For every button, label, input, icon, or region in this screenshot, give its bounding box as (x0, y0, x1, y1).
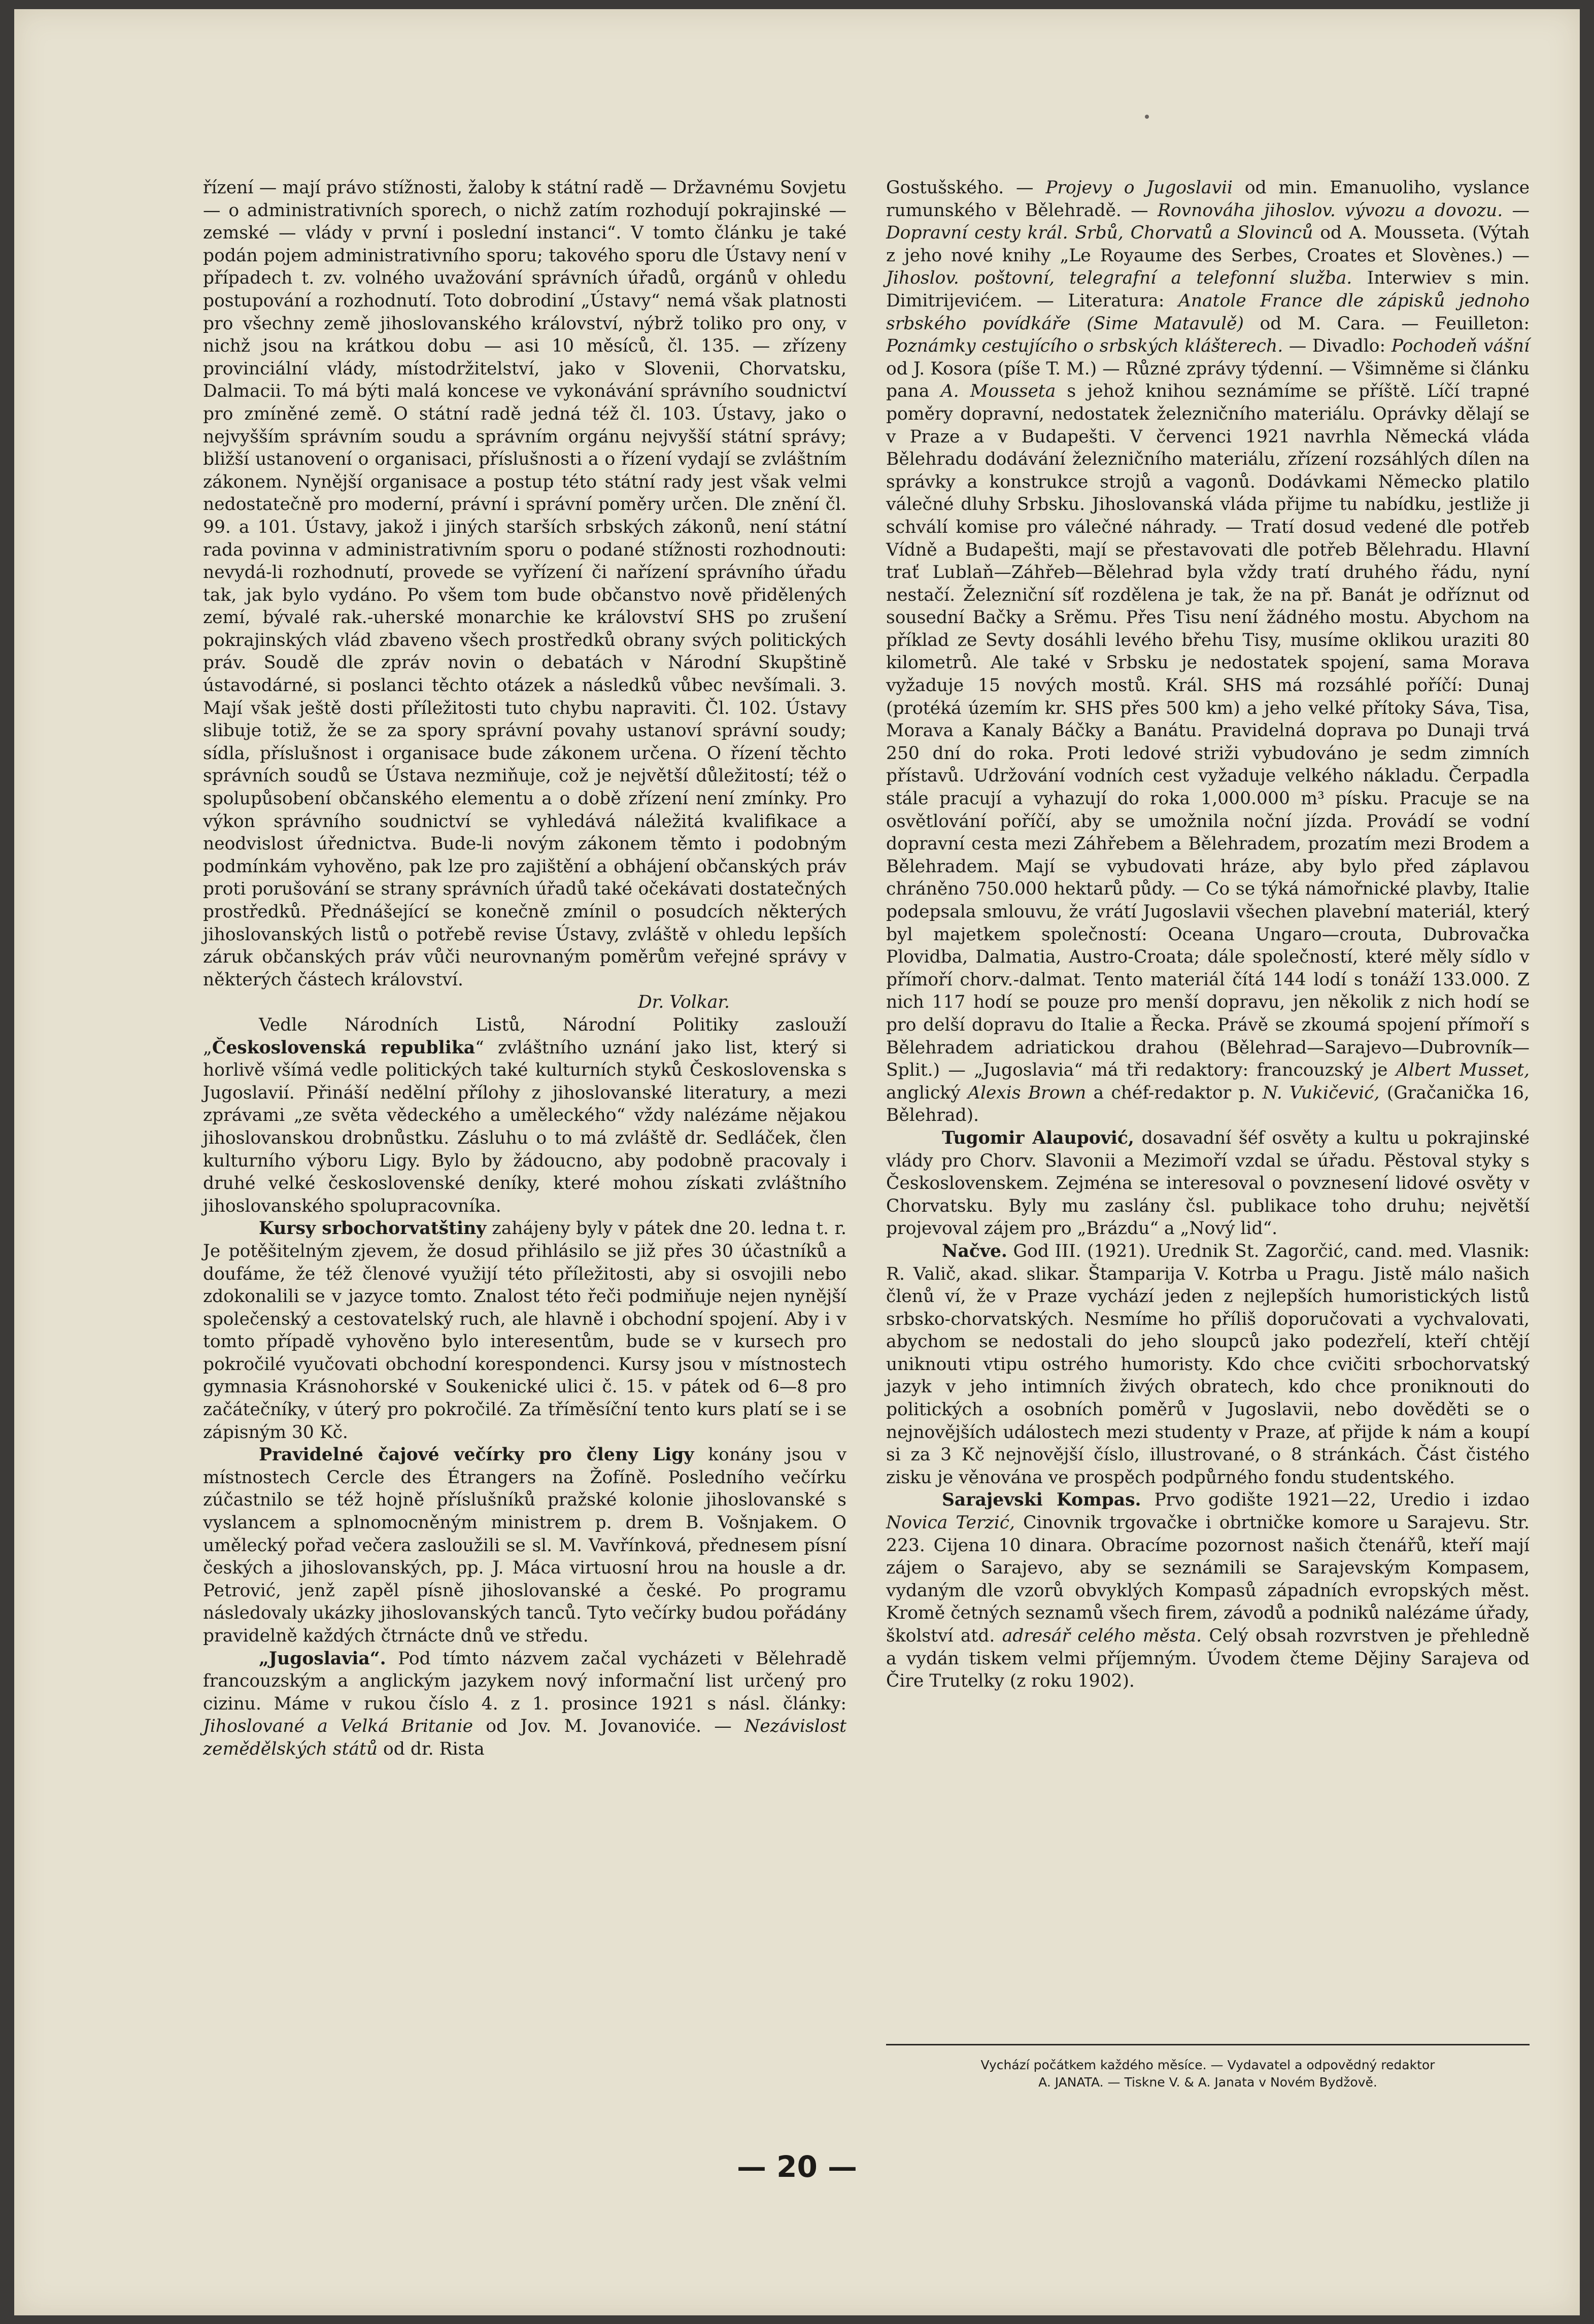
heading-jugoslavia: „Jugoslavia“. (259, 1648, 386, 1669)
heading-kursy: Kursy srbochorvatštiny (259, 1218, 487, 1239)
paragraph-kursy: Kursy srbochorvatštiny zahájeny byly v pátek dne 20. ledna t. r. Je potěšitelným zjevem, že dosud přihlásilo se již přes 30 účastníků a doufáme, že též členové využijí této příležitosti, aby si osvojili nebo zdokonalili se v jazyce tomto. Znalost této řeči podmiňuje nejen nynější společenský a cestovatelský ruch, ale hlavně i obchodní spojení. Aby i v tomto případě vyhověno bylo interesentům, bude se v kursech pro pokročilé vyučovati obchodní korespondenci. Kursy jsou v místnostech gymnasia Krásnohorské v Soukenické ulici č. 15. v pátek od 6—8 pro začátečníky, v úterý pro pokročilé. Za tříměsíční tento kurs platí se i se zápisným 30 Kč. (203, 1218, 846, 1443)
paragraph-ceskoslovenska-republika: Vedle Národních Listů, Národní Politiky zaslouží „Československá republika“ zvláštního uznání jako list, který si horlivě všímá vedle politických také kulturních styků Československa s Jugoslavií. Přináší nedělní přílohy z jihoslovanské literatury, a mezi zprávami „ze světa vědeckého a uměleckého“ vždy nalézáme nějakou jihoslovanskou drobnůstku. Zásluhu o to má zvláště dr. Sedláček, člen kulturního výboru Ligy. Bylo by žádoucno, aby podobně pracovaly i druhé velké československé deníky, které mohou získati zvláštního jihoslovanského spolupracovníka. (203, 1014, 846, 1216)
right-column (886, 177, 1530, 1693)
page (14, 9, 1580, 2315)
heading-ceskoslovenska-republika: Československá republika (212, 1037, 476, 1058)
heading-sarajevski-kompas: Sarajevski Kompas. (942, 1490, 1141, 1511)
author-signature: Dr. Volkar. (638, 992, 730, 1013)
paragraph-jugoslavia: „Jugoslavia“. Pod tímto názvem začal vycházeti v Bělehradě francouzským a anglickým jazykem nový informační list určený pro cizinu. Máme v rukou číslo 4. z 1. prosince 1921 s násl. články: Jihoslované a Velká Britanie od Jov. M. Jovanoviće. — Nezávislost zemědělských států od dr. Rista (203, 1648, 847, 1759)
paragraph-alaupovic: Tugomir Alaupović, dosavadní šéf osvěty a kultu u pokrajinské vlády pro Chorv. Slavonii a Mezimoří vzdal se úřadu. Pěstoval styky s Československem. Zejména se interesoval o povznesení lidové osvěty v Chorvatsku. Byly mu zaslány čsl. publikace toho druhu; největší projevoval zájem pro „Brázdu“ a „Nový lid“. (886, 1127, 1530, 1239)
paragraph-sarajevski-kompas: Sarajevski Kompas. Prvo godište 1921—22, Uredio i izdao Novica Terzić, Cinovnik trgovačke i obrtničke komore u Sarajevu. Str. 223. Cijena 10 dinara. Obracíme pozornost našich čtenářů, kteří mají zájem o Sarajevo, aby se seznámili se Sarajevským Kompasem, vydaným dle vzorů obvyklých Kompasů západních evropských měst. Kromě četných seznamů všech firem, závodů a podniků nalézáme úřady, školství atd. adresář celého města. Celý obsah rozvrstven je přehledně a vydán tiskem velmi příjemným. Úvodem čteme Dějiny Sarajeva od Čire Trutelky (z roku 1902). (886, 1490, 1530, 1692)
paragraph-nacve: Načve. God III. (1921). Urednik St. Zagorčić, cand. med. Vlasnik: R. Valič, akad. slikar. Štamparija V. Kotrba u Pragu. Jistě málo našich členů ví, že v Praze vychází jeden z nejlepších humoristických listů srbsko-chorvatských. Nesmíme ho příliš doporučovati a vychvalovati, abychom se nedostali do jeho sloupců jako podezřelí, kteří chtějí uniknouti vtipu ostrého humoristy. Kdo chce cvičiti srbochorvatský jazyk v jeho intimních živých obratech, kdo chce proniknouti do politických a osobních poměrů v Jugoslavii, nebo dověděti se o nejnovějších událostech mezi studenty v Praze, ať přijde k nám a koupí si za 3 Kč nejnovější číslo, illustrované, o 8 stránkách. Část čistého zisku je věnována ve prospěch podpůrného fondu studentského. (886, 1241, 1530, 1488)
heading-vecirky: Pravidelné čajové večírky pro členy Ligy (259, 1445, 694, 1465)
left-column (203, 177, 846, 1761)
paragraph-jugoslavia-contents: Gostušského. — Projevy o Jugoslavii od min. Emanuoliho, vyslance rumunského v Bělehradě. — Rovnováha jihoslov. vývozu a dovozu. — Dopravní cesty král. Srbů, Chorvatů a Slovinců od A. Mousseta. (Výtah z jeho nové knihy „Le Royaume des Serbes, Croates et Slovènes.) — Jihoslov. poštovní, telegrafní a telefonní služba. Interwiev s min. Dimitrijevićem. — Literatura: Anatole France dle zápisků jednoho srbského povídkáře (Sime Matavulě) od M. Cara. — Feuilleton: Poznámky cestujícího o srbských klášterech. — Divadlo: Pochodeň vášní od J. Kosora (píše T. M.) — Různé zprávy týdenní. — Všimněme si článku pana A. Mousseta s jehož knihou seznámíme se příště. Líčí trapné poměry dopravní, nedostatek železničního materiálu. Oprávky dělají se v Praze a v Budapešti. V červenci 1921 navrhla Německá vláda Bělehradu dodávání železničního materiálu, zřízení rozsáhlých dílen na správky a konstrukce strojů a vagonů. Dodávkami Německo platilo válečné dluhy Srbsku. Jihoslovanská vláda přijme tu nabídku, jestliže ji schválí komise pro válečné náhrady. — Tratí dosud vedené dle potřeb Vídně a Budapešti, mají se přestavovati dle potřeb Bělehradu. Hlavní trať Lublaň—Záhřeb—Bělehrad byla vždy tratí druhého řádu, nyní nestačí. Železniční síť rozdělena je tak, že na př. Banát je odříznut od sousední Bačky a Srěmu. Přes Tisu není žádného mostu. Abychom na příklad ze Sevty dosáhli levého břehu Tisy, musíme oklikou uraziti 80 kilometrů. Ale také v Srbsku je nedostatek spojení, sama Morava vyžaduje 15 nových mostů. Král. SHS má rozsáhlé poříčí: Dunaj (protéká územím kr. SHS přes 500 km) a jeho velké přítoky Sáva, Tisa, Morava a Kanaly Báčky a Banátu. Pravidelná doprava po Dunaji trvá 250 dní do roka. Proti ledové striži vybudováno je sedm zimních přístavů. Udržování vodních cest vyžaduje velkého nákladu. Čerpadla stále pracují a vyhazují do roka 1,000.000 m³ písku. Pracuje se na osvětlování poříčí, aby se umožnila noční jízda. Provádí se vodní dopravní cesta mezi Záhřebem a Bělehradem, prozatím mezi Brodem a Bělehradem. Mají se vybudovati hráze, aby bylo před záplavou chráněno 750.000 hektarů půdy. — Co se týká námořnické plavby, Italie podepsala smlouvu, že vrátí Jugoslavii všechen plavební materiál, který byl majetkem společností: Oceana Ungaro—crouta, Dubrovačka Plovidba, Dalmatia, Austro-Croata; dále společností, které měly sídlo v přímoří chorv.-dalmat. Tento materiál čítá 144 lodí s tonáží 133.000. Z nich 117 hodí se pouze pro menší dopravu, jen několik z nich hodí se pro delší dopravu do Italie a Řecka. Právě se zkoumá spojení přímoří s Bělehradem adriatickou drahou (Bělehrad—Sarajevo—Dubrovník—Split.) — „Jugoslavia“ má tři redaktory: francouzský je Albert Musset, anglický Alexis Brown a chéf-redaktor p. N. Vukičević, (Gračanička 16, Bělehrad). (886, 178, 1530, 1126)
paragraph-vecirky: Pravidelné čajové večírky pro členy Ligy konány jsou v místnostech Cercle des Étrangers na Žofíně. Posledního večírku zúčastnilo se též hojně příslušníků pražské kolonie jihoslovanské s vyslancem a splnomocněným ministrem p. drem B. Vošnjakem. O umělecký pořad večera zasloužili se sl. M. Vavřínková, přednesem písní českých a jihoslovanských, pp. J. Máca virtuosní hrou na housle a dr. Petrović, jenž zapěl písně jihoslovanské a české. Po programu následovaly ukázky jihoslovanských tanců. Tyto večírky budou pořádány pravidelně každých čtrnácte dnů ve středu. (203, 1445, 846, 1646)
ink-speck (1145, 115, 1149, 119)
heading-nacve: Načve. (942, 1241, 1007, 1261)
imprint-line-2: A. JANATA. — Tiskne V. & A. Janata v Novém Bydžově. (1038, 2075, 1377, 2090)
imprint (886, 2044, 1530, 2091)
page-number: — 20 — (736, 2149, 858, 2184)
imprint-line-1: Vychází počátkem každého měsíce. — Vydavatel a odpovědný redaktor (980, 2058, 1435, 2072)
heading-alaupovic: Tugomir Alaupović, (942, 1127, 1134, 1148)
paragraph-ustava: řízení — mají právo stížnosti, žaloby k státní radě — Državnému Sovjetu — o administrativních sporech, o nichž zatím rozhodují pokrajinské — zemské — vlády v první i poslední instanci“. V tomto článku je také podán pojem administrativního sporu; takového sporu dle Ústavy není v případech t. zv. volného uvažování správních úřadů, orgánů v ohledu postupování a rozhodnutí. Toto dobrodiní „Ústavy“ nemá však platnosti pro všechny země jihoslovanského království, nýbrž toliko pro ony, v nichž jsou na krátkou dobu — asi 10 měsíců, čl. 135. — zřízeny provinciální vlády, místodržitelství, jako v Slovenii, Chorvatsku, Dalmacii. To má býti malá koncese ve vykonávání správního soudnictví pro zmíněné země. O státní radě jedná též čl. 103. Ústavy, jako o nejvyšším správním soudu a správním orgánu nejvyšší státní správy; bližší ustanovení o organisaci, příslušnosti a o řízení vydají se zvláštním zákonem. Nynější organisace a postup této státní rady jest však velmi nedostatečně pro moderní, právní i správní poměry určen. Dle znění čl. 99. a 101. Ústavy, jakož i jiných starších srbských zákonů, není státní rada povinna v administrativním sporu o podané stížnosti rozhodnouti: nevydá-li rozhodnutí, provede se vyřízení či nařízení správního úřadu tak, jak bylo vydáno. Po všem tom bude občanstvo nově přidělených zemí, bývalé rak.-uherské monarchie ke království SHS po zrušení pokrajinských vlád zbaveno všech prostředků obrany svých politických práv. Soudě dle zpráv novin o debatách v Národní Skupštině ústavodárné, si poslanci těchto otázek a následků vůbec nevšímali. 3. Mají však ještě dosti příležitosti tuto chybu napraviti. Čl. 102. Ústavy slibuje totiž, že se za spory správní povahy ustanoví správní soudy; sídla, příslušnost i organisace bude zákonem určena. O řízení těchto správních soudů se Ústava nezmiňuje, což je největší důležitostí; též o spolupůsobení občanského elementu a o době zřízení není zmínky. Pro výkon správního soudnictví se vyhledává náležitá kvalifikace a neodvislost úřednictva. Bude-li novým zákonem těmto i podobným podmínkám vyhověno, pak lze pro zajištění a obhájení občanských práv proti porušování se strany správních úřadů také očekávati dostatečných prostředků. Přednášející se konečně zmínil o posudcích některých jihoslovanských listů o potřebě revise Ústavy, zvláště v ohledu lepších záruk občanských práv vůči neurovnaným poměrům veřejné správy v některých částech království. (203, 178, 846, 990)
